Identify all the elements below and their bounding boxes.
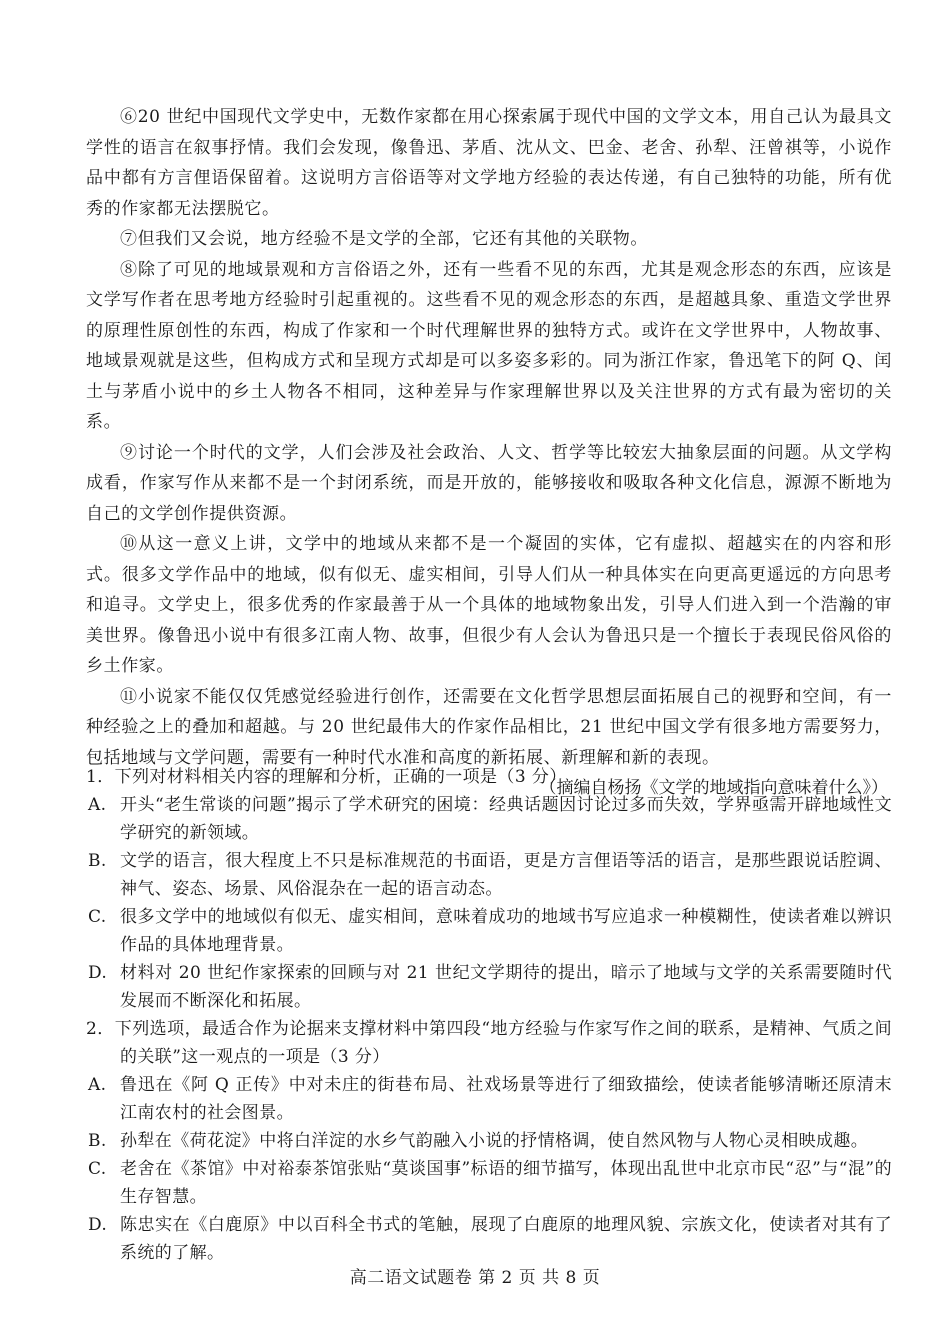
question-option bbox=[86, 1127, 892, 1155]
option-text: 很多文学中的地域似有似无、虚实相间，意味着成功的地域书写应追求一种模糊性，使读者难以辨识作品的具体地理背景。 bbox=[120, 907, 892, 955]
question-option bbox=[86, 1071, 892, 1127]
option-text: 鲁迅在《阿 Q 正传》中对未庄的街巷布局、社戏场景等进行了细致描绘，使读者能够清晰还原清末江南农村的社会图景。 bbox=[120, 1075, 892, 1123]
option-text: 材料对 20 世纪作家探索的回顾与对 21 世纪文学期待的提出，暗示了地域与文学的关系需要随时代发展而不断深化和拓展。 bbox=[120, 963, 892, 1011]
question-option bbox=[86, 1211, 892, 1267]
passage-paragraph-7: ⑦但我们又会说，地方经验不是文学的全部，它还有其他的关联物。 bbox=[120, 229, 648, 249]
question-option bbox=[86, 959, 892, 1015]
option-text: 老舍在《茶馆》中对裕泰茶馆张贴“莫谈国事”标语的细节描写，体现出乱世中北京市民“忍”与“混”的生存智慧。 bbox=[120, 1159, 892, 1207]
question-option bbox=[86, 791, 892, 847]
question-option bbox=[86, 847, 892, 903]
passage-source: （摘编自杨扬《文学的地域指向意味着什么》） bbox=[539, 778, 888, 798]
option-letter: D. bbox=[88, 963, 108, 983]
option-text: 陈忠实在《白鹿原》中以百科全书式的笔触，展现了白鹿原的地理风貌、宗族文化，使读者对其有了系统的了解。 bbox=[120, 1215, 892, 1263]
option-letter: B. bbox=[88, 851, 107, 871]
passage-paragraph-11: ⑪小说家不能仅仅凭感觉经验进行创作，还需要在文化哲学思想层面拓展自己的视野和空间，有一种经验之上的叠加和超越。与 20 世纪最伟大的作家作品相比，21 世纪中国文学有很多地方需要努力，包括地域与文学问题，需要有一种时代水准和高度的新拓展、新理解和新的表现。 bbox=[86, 686, 892, 768]
passage-paragraph-6: ⑥20 世纪中国现代文学史中，无数作家都在用心探索属于现代中国的文学文本，用自己认为最具文学性的语言在叙事抒情。我们会发现，像鲁迅、茅盾、沈从文、巴金、老舍、孙犁、汪曾祺等，小说作品中都有方言俚语保留着。这说明方言俗语等对文学地方经验的表达传递，有自己独特的功能，所有优秀的作家都无法摆脱它。 bbox=[86, 107, 892, 219]
page-footer: 高二语文试题卷 第 2 页 共 8 页 bbox=[349, 1268, 601, 1288]
question-2 bbox=[86, 1015, 892, 1267]
passage-paragraph-9: ⑨讨论一个时代的文学，人们会涉及社会政治、人文、哲学等比较宏大抽象层面的问题。从文学构成看，作家写作从来都不是一个封闭系统，而是开放的，能够接收和吸取各种文化信息，源源不断地为自己的文学创作提供资源。 bbox=[86, 442, 892, 524]
passage-paragraph-8: ⑧除了可见的地域景观和方言俗语之外，还有一些看不见的东西，尤其是观念形态的东西，应该是文学写作者在思考地方经验时引起重视的。这些看不见的观念形态的东西，是超越具象、重造文学世界的原理性原创性的东西，构成了作家和一个时代理解世界的独特方式。或许在文学世界中，人物故事、地域景观就是这些，但构成方式和呈现方式却是可以多姿多彩的。同为浙江作家，鲁迅笔下的阿 Q、闰土与茅盾小说中的乡土人物各不相同，这种差异与作家理解世界以及关注世界的方式有最为密切的关系。 bbox=[86, 259, 892, 432]
question-stem: 1．下列对材料相关内容的理解和分析，正确的一项是（3 分） bbox=[86, 767, 567, 787]
option-letter: A. bbox=[88, 1075, 107, 1095]
question-stem: 2．下列选项，最适合作为论据来支撑材料中第四段“地方经验与作家写作之间的联系，是精神、气质之间的关联”这一观点的一项是（3 分） bbox=[86, 1019, 892, 1067]
option-letter: C. bbox=[88, 1159, 107, 1179]
question-1 bbox=[86, 763, 892, 1015]
option-text: 开头“老生常谈的问题”揭示了学术研究的困境：经典话题因讨论过多而失效，学界亟需开辟地域性文学研究的新领域。 bbox=[120, 795, 892, 843]
reading-passage bbox=[86, 102, 892, 804]
passage-paragraph-10: ⑩从这一意义上讲，文学中的地域从来都不是一个凝固的实体，它有虚拟、超越实在的内容和形式。很多文学作品中的地域，似有似无、虚实相间，引导人们从一种具体实在向更高更遥远的方向思考和追寻。文学史上，很多优秀的作家最善于从一个具体的地域物象出发，引导人们进入到一个浩瀚的审美世界。像鲁迅小说中有很多江南人物、故事，但很少有人会认为鲁迅只是一个擅长于表现民俗风俗的乡土作家。 bbox=[86, 534, 892, 676]
option-text: 孙犁在《荷花淀》中将白洋淀的水乡气韵融入小说的抒情格调，使自然风物与人物心灵相映成趣。 bbox=[120, 1131, 869, 1151]
option-letter: B. bbox=[88, 1131, 107, 1151]
option-letter: D. bbox=[88, 1215, 108, 1235]
option-letter: C. bbox=[88, 907, 107, 927]
question-option bbox=[86, 1155, 892, 1211]
question-option bbox=[86, 903, 892, 959]
option-text: 文学的语言，很大程度上不只是标准规范的书面语，更是方言俚语等活的语言，是那些跟说话腔调、神气、姿态、场景、风俗混杂在一起的语言动态。 bbox=[120, 851, 892, 899]
option-letter: A. bbox=[88, 795, 107, 815]
question-list bbox=[86, 763, 892, 1267]
